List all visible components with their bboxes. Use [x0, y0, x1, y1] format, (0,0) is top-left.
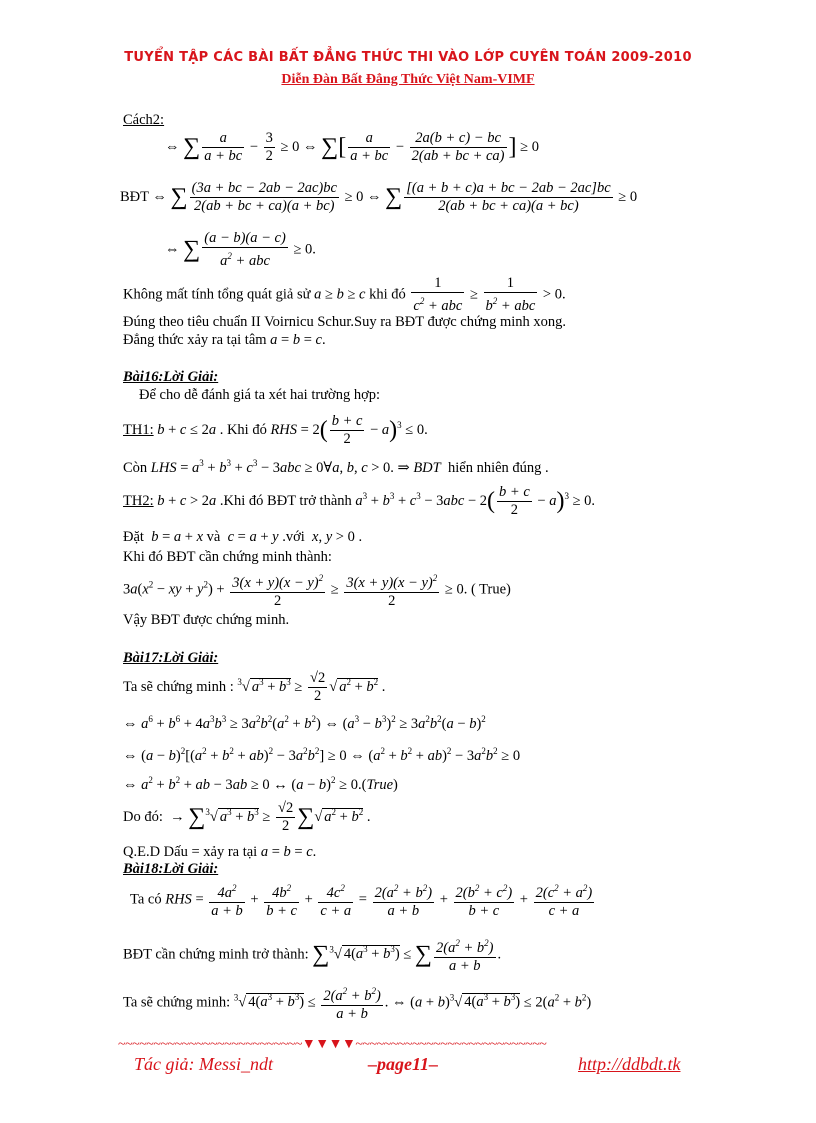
th2-line: TH2: b + c > 2a .Khi đó BĐT trở thành $a^3 + b^3 + c^3 - 3abc - 2$( $\frac{b + c}{2}$ − a)$^3$ ≥ 0. — [123, 484, 596, 518]
de-cho-line: Để cho dễ đánh giá ta xét hai trường hợp: — [139, 387, 381, 403]
footer-divider: ~~~~~~~~~~~~~~~~~~~~~~~~~~▼▼▼▼~~~~~~~~~~~~~~~~~~~~~~~~~~~ — [118, 1037, 547, 1052]
bdt-can-line: BĐT cần chứng minh trở thành: ∑$^3$√ $4(a^3 + b^3)$ ≤ ∑ $\frac{2(a^2 + b^2)}{a + b}$ . — [123, 935, 501, 975]
equation-17a: ⇔ $a^6 + b^6 + 4a^3b^3 \ge 3a^2b^2(a^2 + b^2)$ ⇔ $(a^3 - b^3)^2 \ge 3a^2b^2(a - b)^2$ — [123, 714, 486, 732]
footer-page-number: –page11– — [368, 1054, 438, 1074]
dung-theo-line: Đúng theo tiêu chuẩn II Voirnicu Schur.Suy ra BĐT được chứng minh xong. — [123, 314, 567, 330]
bai17-heading: Bài17:Lời Giải: — [123, 650, 219, 666]
ta-se2-line: Ta sẽ chứng minh: $^3$√ $4(a^3 + b^3)$ ≤ $\frac{2(a^2 + b^2)}{a + b}$ . ⇔ $(a + b)^3√$ $4(a^3 + b^3) \le 2(a^2 + b^2)$ — [123, 983, 591, 1023]
khi-do-can-line: Khi đó BĐT cần chứng minh thành: — [123, 549, 332, 565]
qed-line: Q.E.D Dấu = xảy ra tại a = b = c. — [123, 844, 317, 860]
equation-th2: $3a(x^2$ − xy + $y^2$) + $\frac{3(x + y)(x - y)^2}{2}$ ≥ $\frac{3(x + y)(x - y)^2}{2}$ ≥ 0. ( True) — [123, 570, 511, 610]
th1-line: TH1: b + c ≤ 2a . Khi đó RHS = 2( $\frac{b + c}{2}$ − a)$^3$ ≤ 0. — [123, 413, 428, 447]
dang-thuc-line: Đẳng thức xảy ra tại tâm a = b = c. — [123, 332, 326, 348]
equation-17c: ⇔ $a^2 + b^2$ + ab − 3ab ≥ 0 ↔ $(a - b)^2$ ≥ 0.(True) — [123, 775, 398, 793]
footer-url[interactable] — [578, 1054, 681, 1075]
do-do-line: Do đó: → ∑$^3$√ $a^3 + b^3$ ≥ $\frac{√2}{2}$ ∑√ $a^2 + b^2$ . — [123, 800, 371, 834]
bdt-label: BĐT — [120, 188, 149, 205]
con-line: Còn LHS = $a^3 + b^3 + c^3 - 3abc$ ≥ 0∀a, b, c > 0. ⇒ BDT hiển nhiên đúng . — [123, 458, 549, 476]
vay-line: Vậy BĐT được chứng minh. — [123, 612, 290, 628]
equation-17b: ⇔ $(a - b)^2[(a^2 + b^2 + ab)^2 - 3a^2b^2] \ge 0$ ⇔ $(a^2 + b^2 + ab)^2 - 3a^2b^2 \ge 0$ — [123, 746, 521, 764]
document-subtitle: Diễn Đàn Bất Đẳng Thức Việt Nam-VIMF — [281, 72, 535, 87]
footer-author: Tác giả: Messi_ndt — [134, 1054, 273, 1074]
dat-line: Đặt b = a + x và c = a + y .với x, y > 0 . — [123, 529, 363, 545]
cach2-heading: Cách2: — [123, 112, 165, 128]
equation-1: ⇔ ∑ $\frac{a}{a + bc}$ − $\frac{3}{2}$ ≥ 0 ⇔ ∑[ $\frac{a}{a + bc}$ − $\frac{2a(b + c) - bc}{2(ab + bc + ca)}$ ] ≥ 0 — [165, 130, 539, 164]
document-title: TUYỂN TẬP CÁC BÀI BẤT ĐẲNG THỨC THI VÀO LỚP CUYÊN TOÁN 2009-2010 — [124, 50, 692, 65]
equation-3: ⇔ ∑ $\frac{(a - b)(a - c)}{a^2 + abc}$ ≥ 0. — [165, 230, 316, 269]
khong-mat-line: Không mất tính tổng quát giả sử a ≥ b ≥ c khi đó $\frac{1}{c^2 + abc}$ ≥ $\frac{1}{b^2 + abc}$ > 0. — [123, 275, 566, 314]
ta-se-line: Ta sẽ chứng minh : $^3$√ $a^3 + b^3$ ≥ $\frac{√2}{2}$ √ $a^2 + b^2$ . — [123, 670, 386, 704]
footer-url-link[interactable]: http://ddbdt.tk — [578, 1054, 681, 1074]
equation-18a: Ta có RHS = $\frac{4a^2}{a + b}$ + $\frac{4b^2}{b + c}$ + $\frac{4c^2}{c + a}$ = $\frac{2(a^2 + b^2)}{a + b}$ + $\frac{2(b^2 + c^2)}{b + c}$ + $\frac{2(c^2 + a^2)}{c + a}$ — [130, 880, 596, 920]
bai16-heading: Bài16:Lời Giải: — [123, 369, 219, 385]
bai18-heading: Bài18:Lời Giải: — [123, 861, 219, 877]
equation-2: BĐT ⇔ ∑ $\frac{(3a + bc - 2ab - 2ac)bc}{2(ab + bc + ca)(a + bc)}$ ≥ 0 ⇔ ∑ $\frac{[(a + b + c)a + bc - 2ab - 2ac]bc}{2(ab + bc + ca)(a + bc)}$ ≥ 0 — [120, 180, 638, 214]
